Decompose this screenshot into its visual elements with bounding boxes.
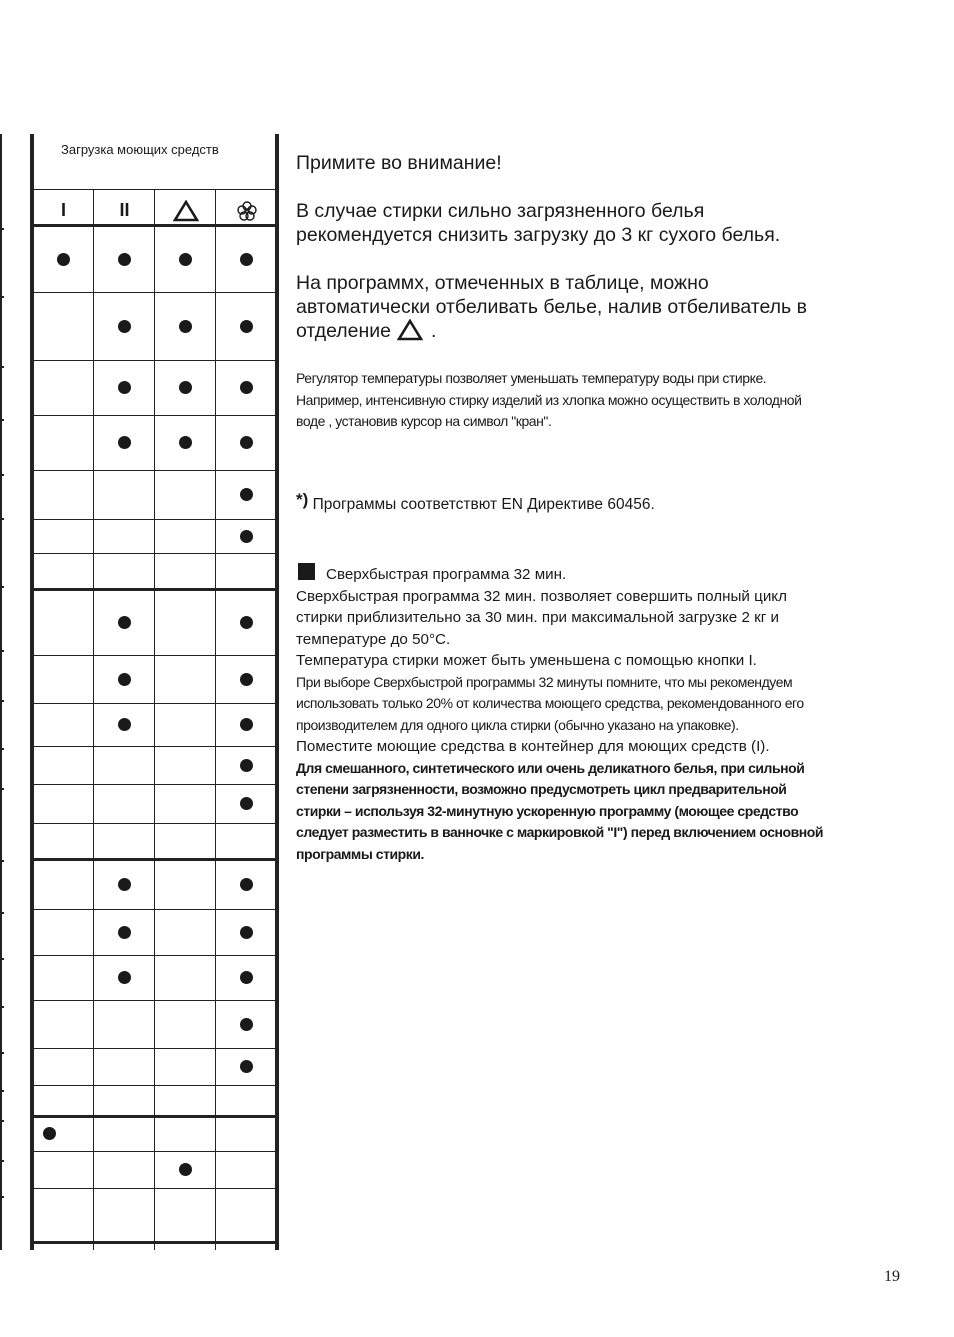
express-square-icon xyxy=(298,563,315,580)
edge-tick xyxy=(0,1160,4,1162)
edge-tick xyxy=(0,700,4,702)
text-segment: отделение xyxy=(296,320,392,342)
text-line: Температура стирки может быть уменьшена с помощью кнопки I. xyxy=(296,652,757,669)
table-row-divider xyxy=(33,1188,278,1189)
text-line: Поместите моющие средства в контейнер для моющих средств (I). xyxy=(296,738,770,755)
table-group-divider xyxy=(30,1241,279,1244)
softener-flower-icon xyxy=(216,200,277,226)
footnote-mark: *) xyxy=(296,490,309,509)
table-dot xyxy=(118,253,131,266)
table-dot xyxy=(240,878,253,891)
bleach-triangle-icon xyxy=(397,319,423,347)
table-dot xyxy=(240,1060,253,1073)
text-line: стирки – используя 32-минутную ускоренную программу (моющее средство xyxy=(296,802,799,819)
table-row-divider xyxy=(33,1000,278,1001)
table-row-divider xyxy=(33,360,278,361)
edge-tick xyxy=(0,518,4,520)
text-line: использовать только 20% от количества моющего средства, рекомендованного его xyxy=(296,695,804,711)
table-dot xyxy=(179,253,192,266)
text-line: автоматически отбеливать белье, налив отбеливатель в xyxy=(296,296,807,318)
text-line: температуре до 50°С. xyxy=(296,630,451,648)
text-line: производителем для одного цикла стирки (обычно указано на упаковке). xyxy=(296,716,739,733)
text-line: На программх, отмеченных в таблице, можно xyxy=(296,272,709,294)
text-segment: . xyxy=(431,320,437,342)
edge-tick xyxy=(0,296,4,298)
page-edge-line xyxy=(0,134,2,1250)
text-line: стирки приблизительно за 30 мин. при максимальной загрузке 2 кг и xyxy=(296,609,780,626)
table-dot xyxy=(240,1018,253,1031)
footnote-text: Программы соответствют EN Директиве 60456. xyxy=(312,496,655,513)
table-dot xyxy=(240,971,253,984)
table-row-divider xyxy=(33,746,278,747)
bleach-triangle-icon xyxy=(155,200,216,226)
table-title: Загрузка моющих средств xyxy=(61,142,219,157)
table-dot xyxy=(240,381,253,394)
table-dot xyxy=(118,673,131,686)
table-group-divider xyxy=(30,1115,279,1118)
table-border-left xyxy=(30,134,34,1250)
table-row-divider xyxy=(33,909,278,910)
edge-tick xyxy=(0,860,4,862)
table-dot xyxy=(240,673,253,686)
table-row-divider xyxy=(33,519,278,520)
table-dot xyxy=(240,253,253,266)
text-line: Например, интенсивную стирку изделий из хлопка можно осуществить в холодной xyxy=(296,391,802,408)
text-line: Для смешанного, синтетического или очень деликатного белья, при сильной xyxy=(296,759,805,776)
table-group-divider xyxy=(30,858,279,861)
edge-tick xyxy=(0,1196,4,1198)
edge-tick xyxy=(0,586,4,588)
table-dot xyxy=(118,616,131,629)
edge-tick xyxy=(0,912,4,914)
text-line: При выборе Сверхбыстрой программы 32 минуты помните, что мы рекомендуем xyxy=(296,673,793,690)
table-row-divider xyxy=(33,415,278,416)
table-dot xyxy=(57,253,70,266)
temperature-note xyxy=(296,368,801,433)
edge-tick xyxy=(0,958,4,960)
table-dot xyxy=(179,381,192,394)
edge-tick xyxy=(0,474,4,476)
edge-tick xyxy=(0,228,4,230)
edge-tick xyxy=(0,419,4,421)
notice-paragraph-load xyxy=(296,199,780,247)
table-group-divider xyxy=(30,588,279,591)
table-dot xyxy=(240,926,253,939)
text-line: следует разместить в ванночке с маркировкой "I") перед включением основной xyxy=(296,824,824,840)
table-row-divider xyxy=(33,823,278,824)
table-dot xyxy=(240,436,253,449)
compartment-one-icon: I xyxy=(60,200,66,220)
table-dot xyxy=(118,926,131,939)
table-dot xyxy=(240,759,253,772)
text-line: рекомендуется снизить загрузку до 3 кг сухого белья. xyxy=(296,224,781,246)
footnote xyxy=(296,490,655,514)
table-row-divider xyxy=(33,1151,278,1152)
notice-paragraph-bleach xyxy=(296,271,807,347)
table-dot xyxy=(118,878,131,891)
table-dot xyxy=(179,1163,192,1176)
edge-tick xyxy=(0,748,4,750)
text-line xyxy=(296,319,807,347)
table-header-divider xyxy=(33,189,278,190)
table-dot xyxy=(118,718,131,731)
table-border-right xyxy=(275,134,279,1250)
table-dot xyxy=(240,320,253,333)
edge-tick xyxy=(0,366,4,368)
text-line: программы стирки. xyxy=(296,845,424,862)
text-line: В случае стирки сильно загрязненного белья xyxy=(296,200,705,222)
table-dot xyxy=(118,971,131,984)
table-group-divider xyxy=(30,224,279,227)
edge-tick xyxy=(0,1052,4,1054)
notice-heading: Примите во внимание! xyxy=(296,152,502,174)
edge-tick xyxy=(0,1090,4,1092)
express-title: Сверхбыстрая программа 32 мин. xyxy=(326,566,567,583)
edge-tick xyxy=(0,650,4,652)
edge-tick xyxy=(0,1006,4,1008)
table-row-divider xyxy=(33,655,278,656)
table-row-divider xyxy=(33,553,278,554)
text-line: воде , установив курсор на символ "кран". xyxy=(296,413,552,429)
text-line: Регулятор температуры позволяет уменьшать температуру воды при стирке. xyxy=(296,370,767,386)
table-row-divider xyxy=(33,1085,278,1086)
express-program-section xyxy=(296,563,823,865)
table-row-divider xyxy=(33,784,278,785)
detergent-table xyxy=(30,134,279,1250)
table-dot xyxy=(240,797,253,810)
edge-tick xyxy=(0,1120,4,1122)
table-dot xyxy=(240,718,253,731)
table-dot xyxy=(118,436,131,449)
express-title-line xyxy=(296,563,823,586)
table-row-divider xyxy=(33,955,278,956)
table-dot xyxy=(179,436,192,449)
page-number: 19 xyxy=(884,1268,900,1285)
table-column-divider xyxy=(93,189,94,1250)
compartment-two-icon: II xyxy=(119,200,130,220)
table-row-divider xyxy=(33,703,278,704)
table-dot xyxy=(118,381,131,394)
table-dot xyxy=(43,1127,56,1140)
table-column-divider xyxy=(215,189,216,1250)
edge-tick xyxy=(0,788,4,790)
table-dot xyxy=(118,320,131,333)
table-row-divider xyxy=(33,292,278,293)
text-line: степени загрязненности, возможно предусмотреть цикл предварительной xyxy=(296,781,787,797)
table-dot xyxy=(179,320,192,333)
table-dot xyxy=(240,616,253,629)
table-dot xyxy=(240,488,253,501)
table-row-divider xyxy=(33,470,278,471)
table-dot xyxy=(240,530,253,543)
table-column-divider xyxy=(154,189,155,1250)
table-row-divider xyxy=(33,1048,278,1049)
text-line: Сверхбыстрая программа 32 мин. позволяет совершить полный цикл xyxy=(296,587,787,605)
